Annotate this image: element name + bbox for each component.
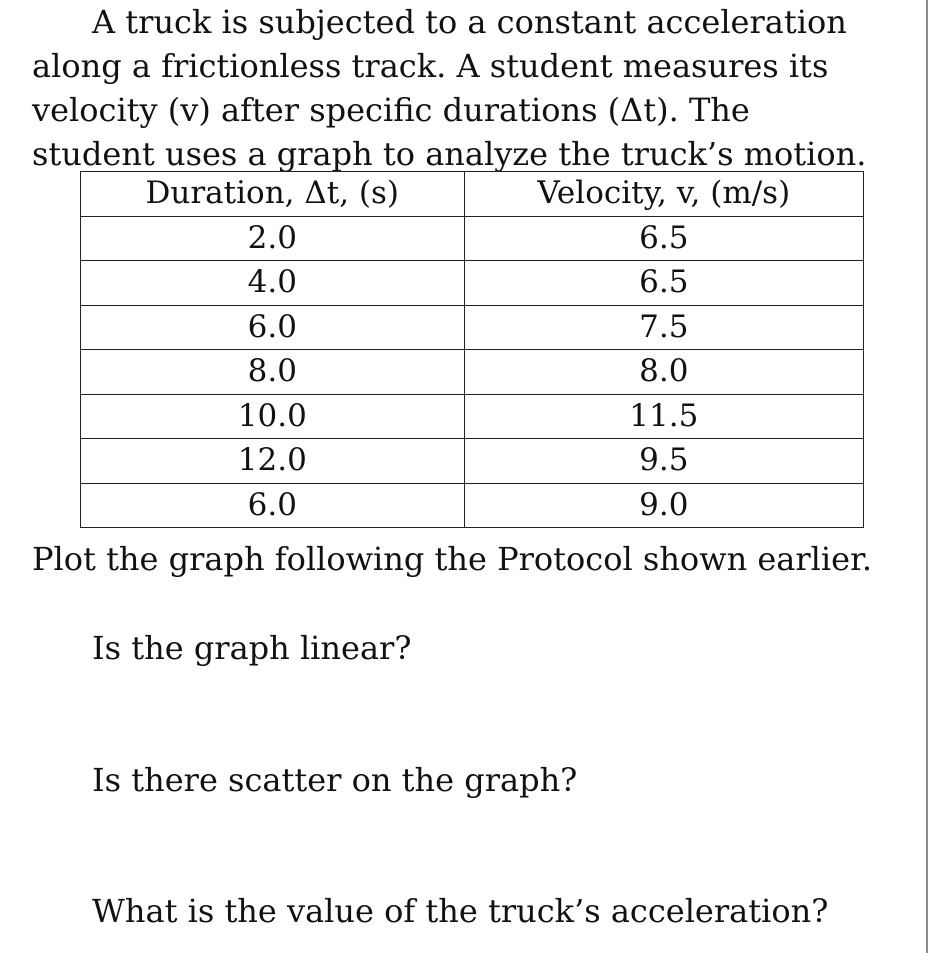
problem-statement — [32, 0, 912, 176]
duration-cell: 12.0 — [81, 439, 465, 484]
velocity-cell: 11.5 — [464, 394, 863, 439]
velocity-cell: 6.5 — [464, 261, 863, 306]
duration-cell: 2.0 — [81, 216, 465, 261]
page-edge-rule — [926, 0, 928, 953]
table-row — [81, 305, 864, 350]
duration-cell: 4.0 — [81, 261, 465, 306]
duration-column-header: Duration, Δt, (s) — [81, 172, 465, 217]
table-row — [81, 350, 864, 395]
table-row — [81, 394, 864, 439]
table-row — [81, 261, 864, 306]
table-row — [81, 439, 864, 484]
table-header-row — [81, 172, 864, 217]
data-table — [80, 171, 864, 528]
duration-cell: 10.0 — [81, 394, 465, 439]
velocity-column-header: Velocity, v, (m/s) — [464, 172, 863, 217]
table-row — [81, 483, 864, 528]
problem-line: student uses a graph to analyze the truck’s motion. — [32, 135, 867, 173]
duration-cell: 6.0 — [81, 483, 465, 528]
velocity-cell: 7.5 — [464, 305, 863, 350]
problem-line: velocity (v) after specific durations (Δt). The — [32, 91, 750, 129]
velocity-cell: 6.5 — [464, 216, 863, 261]
velocity-cell: 9.0 — [464, 483, 863, 528]
duration-cell: 6.0 — [81, 305, 465, 350]
velocity-cell: 9.5 — [464, 439, 863, 484]
problem-line: along a frictionless track. A student measures its — [32, 47, 829, 85]
problem-line: A truck is subjected to a constant acceleration — [92, 3, 847, 41]
duration-cell: 8.0 — [81, 350, 465, 395]
plot-instruction: Plot the graph following the Protocol shown earlier. — [32, 540, 873, 578]
question-scatter: Is there scatter on the graph? — [92, 761, 578, 799]
question-linear: Is the graph linear? — [92, 629, 412, 667]
velocity-cell: 8.0 — [464, 350, 863, 395]
table-row — [81, 216, 864, 261]
question-acceleration: What is the value of the truck’s acceleration? — [92, 892, 829, 930]
